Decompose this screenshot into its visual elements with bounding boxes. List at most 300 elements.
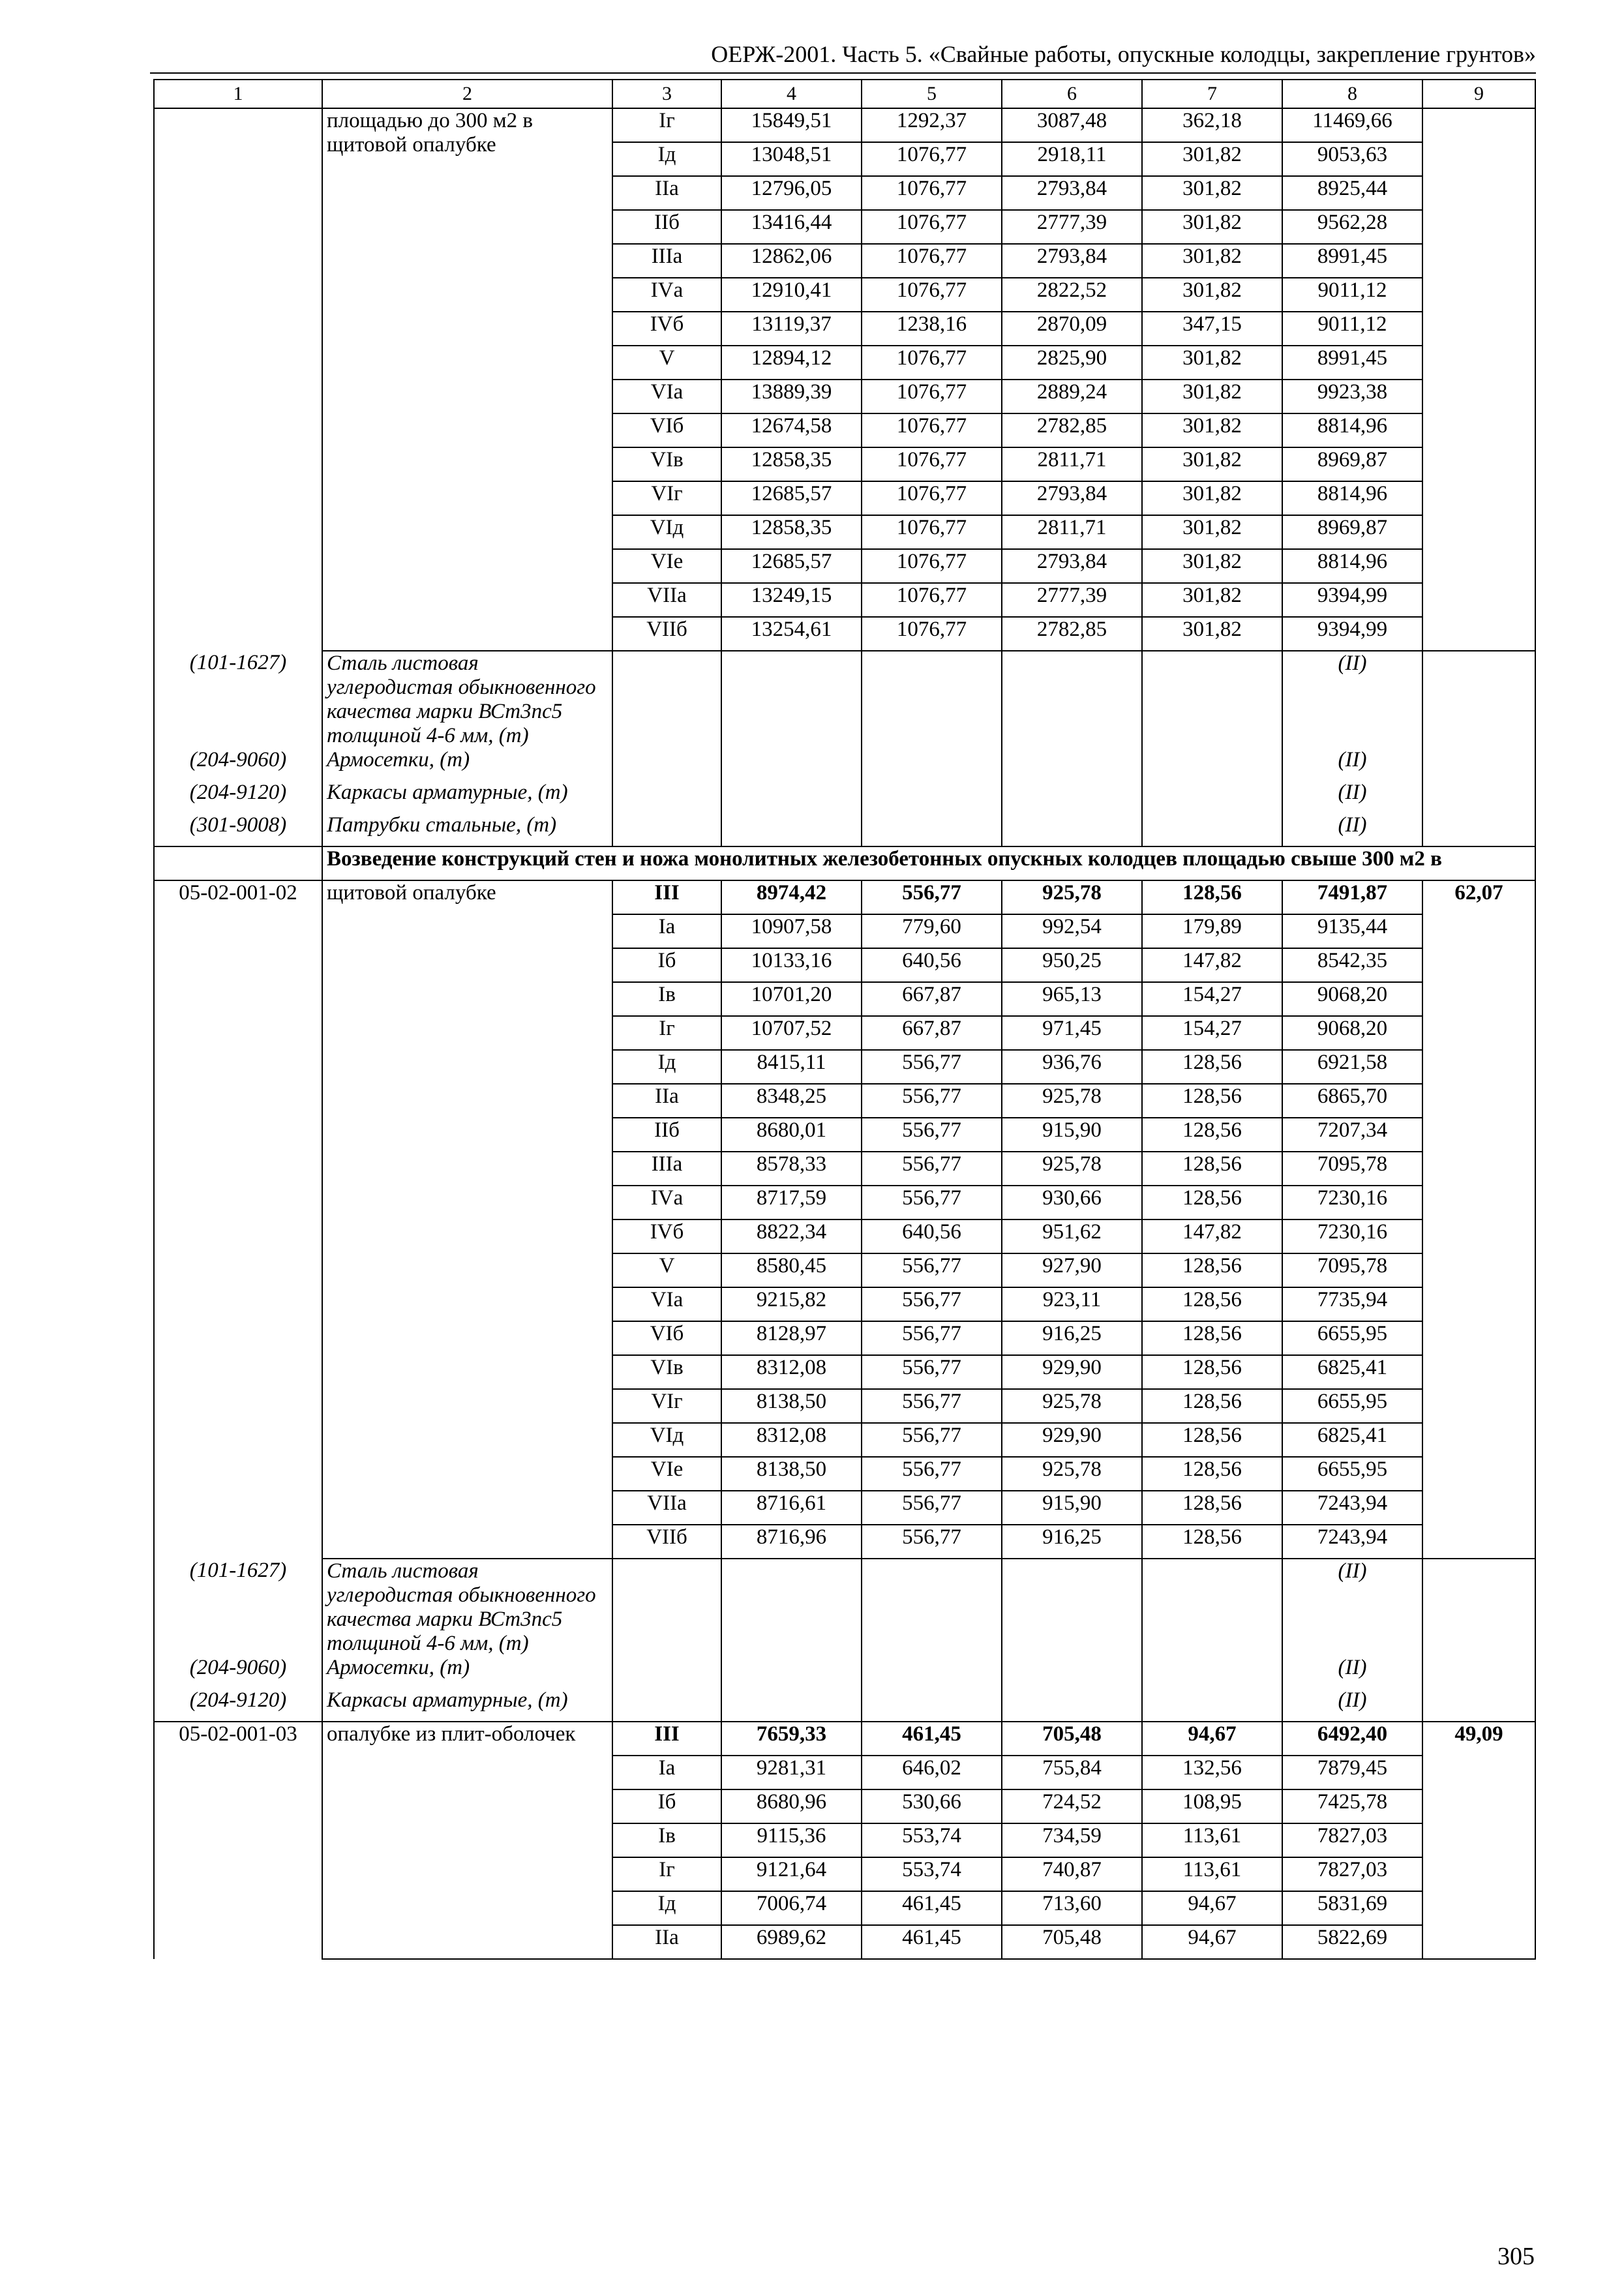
- wages-cost: 1076,77: [862, 481, 1002, 515]
- empty-cell: [721, 651, 862, 748]
- wages-cost: 556,77: [862, 1423, 1002, 1457]
- machine-cost: 925,78: [1002, 1389, 1142, 1423]
- operator-wages: 94,67: [1142, 1891, 1282, 1925]
- column-number: 3: [612, 80, 721, 108]
- zone-cell: Iг: [612, 1016, 721, 1050]
- empty-cell: [862, 1656, 1002, 1688]
- zone-cell: IVб: [612, 312, 721, 346]
- materials-cost: 9068,20: [1282, 1016, 1422, 1050]
- empty-cell: [1422, 1559, 1535, 1656]
- wages-cost: 461,45: [862, 1925, 1002, 1959]
- wages-cost: 461,45: [862, 1891, 1002, 1925]
- machine-cost: 2822,52: [1002, 278, 1142, 312]
- total-cost: 12796,05: [721, 176, 862, 210]
- machine-cost: 2811,71: [1002, 447, 1142, 481]
- column-number: 5: [862, 80, 1002, 108]
- empty-cell: [612, 1559, 721, 1656]
- machine-cost: 724,52: [1002, 1789, 1142, 1823]
- empty-cell: [1422, 781, 1535, 813]
- column-number: 9: [1422, 80, 1535, 108]
- material-class: (II): [1282, 748, 1422, 781]
- total-cost: 6989,62: [721, 1925, 862, 1959]
- total-cost: 8138,50: [721, 1389, 862, 1423]
- operator-wages: 301,82: [1142, 481, 1282, 515]
- machine-cost: 740,87: [1002, 1857, 1142, 1891]
- operator-wages: 128,56: [1142, 1525, 1282, 1559]
- price-table: [153, 79, 1536, 1960]
- operator-wages: 301,82: [1142, 413, 1282, 447]
- wages-cost: 556,77: [862, 1355, 1002, 1389]
- empty-cell: [612, 813, 721, 846]
- machine-cost: 705,48: [1002, 1925, 1142, 1959]
- total-cost: 9281,31: [721, 1756, 862, 1789]
- operator-wages: 301,82: [1142, 617, 1282, 651]
- wages-cost: 640,56: [862, 948, 1002, 982]
- wages-cost: 556,77: [862, 1389, 1002, 1423]
- material-class: (II): [1282, 1559, 1422, 1656]
- operator-wages: 128,56: [1142, 1253, 1282, 1287]
- empty-cell: [1002, 651, 1142, 748]
- empty-cell: [1142, 748, 1282, 781]
- operator-wages: 128,56: [1142, 1118, 1282, 1152]
- machine-cost: 930,66: [1002, 1186, 1142, 1219]
- total-cost: 8680,01: [721, 1118, 862, 1152]
- empty-cell: [1142, 1688, 1282, 1722]
- empty-cell: [862, 1688, 1002, 1722]
- total-cost: 12685,57: [721, 481, 862, 515]
- empty-cell: [1142, 1559, 1282, 1656]
- zone-cell: VIб: [612, 413, 721, 447]
- machine-cost: 915,90: [1002, 1491, 1142, 1525]
- machine-cost: 2870,09: [1002, 312, 1142, 346]
- material-code: (204-9060): [154, 1656, 322, 1688]
- materials-cost: 7735,94: [1282, 1287, 1422, 1321]
- zone-rate-row: [154, 108, 1535, 142]
- materials-cost: 7230,16: [1282, 1186, 1422, 1219]
- machine-cost: 2918,11: [1002, 142, 1142, 176]
- machine-cost: 755,84: [1002, 1756, 1142, 1789]
- operator-wages: 301,82: [1142, 515, 1282, 549]
- wages-cost: 556,77: [862, 1253, 1002, 1287]
- materials-cost: 6921,58: [1282, 1050, 1422, 1084]
- zone-cell: Iа: [612, 1756, 721, 1789]
- wages-cost: 667,87: [862, 982, 1002, 1016]
- zone-cell: VIIб: [612, 617, 721, 651]
- wages-cost: 1076,77: [862, 447, 1002, 481]
- column-number: 7: [1142, 80, 1282, 108]
- operator-wages: 113,61: [1142, 1857, 1282, 1891]
- operator-wages: 362,18: [1142, 108, 1282, 142]
- rate-code: 05-02-001-03: [154, 1722, 322, 1959]
- materials-cost: 6655,95: [1282, 1389, 1422, 1423]
- materials-cost: 6655,95: [1282, 1321, 1422, 1355]
- empty-cell: [1002, 1559, 1142, 1656]
- total-cost: 12685,57: [721, 549, 862, 583]
- materials-cost: 7243,94: [1282, 1491, 1422, 1525]
- machine-cost: 2793,84: [1002, 244, 1142, 278]
- empty-cell: [862, 651, 1002, 748]
- wages-cost: 1076,77: [862, 549, 1002, 583]
- wages-cost: 1076,77: [862, 617, 1002, 651]
- material-class: (II): [1282, 1656, 1422, 1688]
- zone-cell: Iд: [612, 142, 721, 176]
- operator-wages: 128,56: [1142, 1457, 1282, 1491]
- zone-cell: Iд: [612, 1891, 721, 1925]
- machine-cost: 705,48: [1002, 1722, 1142, 1756]
- zone-cell: V: [612, 346, 721, 380]
- material-name: Сталь листовая углеродистая обыкновенного качества марки ВСт3пс5 толщиной 4-6 мм, (т): [322, 1559, 612, 1656]
- zone-cell: VIIб: [612, 1525, 721, 1559]
- operator-wages: 128,56: [1142, 1389, 1282, 1423]
- materials-cost: 9053,63: [1282, 142, 1422, 176]
- zone-cell: IIIа: [612, 244, 721, 278]
- material-row: [154, 1559, 1535, 1656]
- total-cost: 8348,25: [721, 1084, 862, 1118]
- machine-cost: 2777,39: [1002, 583, 1142, 617]
- materials-cost: 7425,78: [1282, 1789, 1422, 1823]
- wages-cost: 1076,77: [862, 346, 1002, 380]
- total-cost: 8680,96: [721, 1789, 862, 1823]
- machine-cost: 936,76: [1002, 1050, 1142, 1084]
- materials-cost: 7491,87: [1282, 880, 1422, 914]
- empty-cell: [1422, 1688, 1535, 1722]
- materials-cost: 6825,41: [1282, 1423, 1422, 1457]
- operator-wages: 301,82: [1142, 210, 1282, 244]
- total-cost: 13254,61: [721, 617, 862, 651]
- operator-wages: 113,61: [1142, 1823, 1282, 1857]
- empty-cell: [862, 781, 1002, 813]
- material-code: (204-9120): [154, 781, 322, 813]
- wages-cost: 556,77: [862, 1186, 1002, 1219]
- empty-cell: [1002, 1656, 1142, 1688]
- operator-wages: 128,56: [1142, 1321, 1282, 1355]
- operator-wages: 132,56: [1142, 1756, 1282, 1789]
- zone-cell: IIб: [612, 210, 721, 244]
- operator-wages: 301,82: [1142, 583, 1282, 617]
- wages-cost: 556,77: [862, 1321, 1002, 1355]
- material-name: Армосетки, (т): [322, 1656, 612, 1688]
- empty-cell: [721, 748, 862, 781]
- total-cost: 8717,59: [721, 1186, 862, 1219]
- zone-cell: VIв: [612, 1355, 721, 1389]
- wages-cost: 1238,16: [862, 312, 1002, 346]
- total-cost: 8822,34: [721, 1219, 862, 1253]
- empty-cell: [721, 1688, 862, 1722]
- total-cost: 10907,58: [721, 914, 862, 948]
- material-name: Каркасы арматурные, (т): [322, 781, 612, 813]
- materials-cost: 9394,99: [1282, 583, 1422, 617]
- zone-cell: VIе: [612, 1457, 721, 1491]
- machine-cost: 925,78: [1002, 880, 1142, 914]
- wages-cost: 553,74: [862, 1823, 1002, 1857]
- zone-cell: IVа: [612, 1186, 721, 1219]
- materials-cost: 8991,45: [1282, 244, 1422, 278]
- operator-wages: 94,67: [1142, 1925, 1282, 1959]
- wages-cost: 1076,77: [862, 176, 1002, 210]
- machine-cost: 3087,48: [1002, 108, 1142, 142]
- total-cost: 8580,45: [721, 1253, 862, 1287]
- materials-cost: 8814,96: [1282, 413, 1422, 447]
- operator-wages: 301,82: [1142, 447, 1282, 481]
- wages-cost: 556,77: [862, 1287, 1002, 1321]
- zone-cell: VIд: [612, 1423, 721, 1457]
- machine-cost: 951,62: [1002, 1219, 1142, 1253]
- materials-cost: 8969,87: [1282, 515, 1422, 549]
- zone-cell: VIд: [612, 515, 721, 549]
- machine-cost: 915,90: [1002, 1118, 1142, 1152]
- zone-cell: Iд: [612, 1050, 721, 1084]
- wages-cost: 1076,77: [862, 515, 1002, 549]
- material-class: (II): [1282, 1688, 1422, 1722]
- total-cost: 12894,12: [721, 346, 862, 380]
- empty-cell: [862, 748, 1002, 781]
- operator-wages: 128,56: [1142, 1287, 1282, 1321]
- operator-wages: 128,56: [1142, 1491, 1282, 1525]
- operator-wages: 301,82: [1142, 380, 1282, 413]
- materials-cost: 9011,12: [1282, 312, 1422, 346]
- operator-wages: 301,82: [1142, 142, 1282, 176]
- wages-cost: 1076,77: [862, 413, 1002, 447]
- machine-cost: 2793,84: [1002, 481, 1142, 515]
- machine-cost: 923,11: [1002, 1287, 1142, 1321]
- material-row: [154, 781, 1535, 813]
- empty-cell: [721, 781, 862, 813]
- empty-cell: [612, 748, 721, 781]
- zone-cell: IIIа: [612, 1152, 721, 1186]
- zone-cell: Iв: [612, 982, 721, 1016]
- total-cost: 10133,16: [721, 948, 862, 982]
- material-row: [154, 813, 1535, 846]
- rate-code: [154, 108, 322, 651]
- total-cost: 12674,58: [721, 413, 862, 447]
- main-rate-row: [154, 1722, 1535, 1756]
- total-cost: 9121,64: [721, 1857, 862, 1891]
- machine-cost: 992,54: [1002, 914, 1142, 948]
- machine-cost: 925,78: [1002, 1457, 1142, 1491]
- empty-cell: [1142, 781, 1282, 813]
- wages-cost: 1076,77: [862, 210, 1002, 244]
- materials-cost: 8925,44: [1282, 176, 1422, 210]
- column-number-row: [154, 80, 1535, 108]
- empty-cell: [721, 1656, 862, 1688]
- materials-cost: 7879,45: [1282, 1756, 1422, 1789]
- zone-cell: Iг: [612, 1857, 721, 1891]
- materials-cost: 6825,41: [1282, 1355, 1422, 1389]
- empty-cell: [1142, 651, 1282, 748]
- wages-cost: 556,77: [862, 1050, 1002, 1084]
- machine-cost: 916,25: [1002, 1525, 1142, 1559]
- empty-cell: [1002, 748, 1142, 781]
- zone-cell: VIб: [612, 1321, 721, 1355]
- total-cost: 12862,06: [721, 244, 862, 278]
- total-cost: 9215,82: [721, 1287, 862, 1321]
- material-code: (101-1627): [154, 651, 322, 748]
- wages-cost: 779,60: [862, 914, 1002, 948]
- zone-cell: III: [612, 1722, 721, 1756]
- materials-cost: 7230,16: [1282, 1219, 1422, 1253]
- empty-cell: [1422, 1656, 1535, 1688]
- labor-cost: 49,09: [1422, 1722, 1535, 1959]
- wages-cost: 1076,77: [862, 583, 1002, 617]
- machine-cost: 713,60: [1002, 1891, 1142, 1925]
- wages-cost: 556,77: [862, 1118, 1002, 1152]
- material-row: [154, 1656, 1535, 1688]
- empty-cell: [1422, 651, 1535, 748]
- total-cost: 13889,39: [721, 380, 862, 413]
- empty-cell: [1422, 748, 1535, 781]
- total-cost: 8578,33: [721, 1152, 862, 1186]
- operator-wages: 301,82: [1142, 346, 1282, 380]
- labor-cost: 62,07: [1422, 880, 1535, 1559]
- wages-cost: 556,77: [862, 1152, 1002, 1186]
- material-name: Армосетки, (т): [322, 748, 612, 781]
- column-number: 8: [1282, 80, 1422, 108]
- machine-cost: 925,78: [1002, 1152, 1142, 1186]
- empty-cell: [721, 1559, 862, 1656]
- zone-cell: IVа: [612, 278, 721, 312]
- total-cost: 10701,20: [721, 982, 862, 1016]
- materials-cost: 7827,03: [1282, 1823, 1422, 1857]
- total-cost: 8312,08: [721, 1423, 862, 1457]
- total-cost: 9115,36: [721, 1823, 862, 1857]
- empty-cell: [862, 813, 1002, 846]
- operator-wages: 128,56: [1142, 1186, 1282, 1219]
- total-cost: 8138,50: [721, 1457, 862, 1491]
- machine-cost: 971,45: [1002, 1016, 1142, 1050]
- materials-cost: 8814,96: [1282, 481, 1422, 515]
- work-description: опалубке из плит-оболочек: [322, 1722, 612, 1959]
- material-class: (II): [1282, 813, 1422, 846]
- machine-cost: 950,25: [1002, 948, 1142, 982]
- wages-cost: 556,77: [862, 1084, 1002, 1118]
- zone-cell: IVб: [612, 1219, 721, 1253]
- operator-wages: 128,56: [1142, 1423, 1282, 1457]
- zone-cell: VIIа: [612, 583, 721, 617]
- operator-wages: 147,82: [1142, 948, 1282, 982]
- rate-code: 05-02-001-02: [154, 880, 322, 1559]
- wages-cost: 1076,77: [862, 278, 1002, 312]
- zone-cell: VIIа: [612, 1491, 721, 1525]
- materials-cost: 6655,95: [1282, 1457, 1422, 1491]
- total-cost: 13048,51: [721, 142, 862, 176]
- operator-wages: 179,89: [1142, 914, 1282, 948]
- operator-wages: 301,82: [1142, 278, 1282, 312]
- wages-cost: 553,74: [862, 1857, 1002, 1891]
- total-cost: 8716,61: [721, 1491, 862, 1525]
- operator-wages: 154,27: [1142, 1016, 1282, 1050]
- wages-cost: 461,45: [862, 1722, 1002, 1756]
- empty-cell: [612, 1688, 721, 1722]
- materials-cost: 7207,34: [1282, 1118, 1422, 1152]
- total-cost: 8415,11: [721, 1050, 862, 1084]
- empty-cell: [1002, 781, 1142, 813]
- materials-cost: 8542,35: [1282, 948, 1422, 982]
- total-cost: 8716,96: [721, 1525, 862, 1559]
- operator-wages: 128,56: [1142, 1355, 1282, 1389]
- zone-cell: VIа: [612, 380, 721, 413]
- machine-cost: 2889,24: [1002, 380, 1142, 413]
- materials-cost: 7095,78: [1282, 1253, 1422, 1287]
- zone-cell: Iв: [612, 1823, 721, 1857]
- zone-cell: VIг: [612, 1389, 721, 1423]
- operator-wages: 347,15: [1142, 312, 1282, 346]
- operator-wages: 128,56: [1142, 1050, 1282, 1084]
- column-number: 4: [721, 80, 862, 108]
- materials-cost: 8814,96: [1282, 549, 1422, 583]
- operator-wages: 301,82: [1142, 244, 1282, 278]
- material-row: [154, 748, 1535, 781]
- zone-cell: VIв: [612, 447, 721, 481]
- column-number: 2: [322, 80, 612, 108]
- machine-cost: 2793,84: [1002, 549, 1142, 583]
- materials-cost: 8969,87: [1282, 447, 1422, 481]
- operator-wages: 301,82: [1142, 176, 1282, 210]
- total-cost: 12858,35: [721, 515, 862, 549]
- wages-cost: 556,77: [862, 1457, 1002, 1491]
- materials-cost: 5822,69: [1282, 1925, 1422, 1959]
- empty-cell: [612, 651, 721, 748]
- machine-cost: 929,90: [1002, 1355, 1142, 1389]
- zone-cell: Iа: [612, 914, 721, 948]
- materials-cost: 7095,78: [1282, 1152, 1422, 1186]
- material-name: Каркасы арматурные, (т): [322, 1688, 612, 1722]
- materials-cost: 9923,38: [1282, 380, 1422, 413]
- operator-wages: 128,56: [1142, 880, 1282, 914]
- zone-cell: IIа: [612, 176, 721, 210]
- total-cost: 7659,33: [721, 1722, 862, 1756]
- zone-cell: Iб: [612, 948, 721, 982]
- zone-cell: IIб: [612, 1118, 721, 1152]
- machine-cost: 2782,85: [1002, 617, 1142, 651]
- materials-cost: 9068,20: [1282, 982, 1422, 1016]
- materials-cost: 6865,70: [1282, 1084, 1422, 1118]
- material-code: (204-9120): [154, 1688, 322, 1722]
- machine-cost: 2825,90: [1002, 346, 1142, 380]
- page-number: 305: [1497, 2243, 1535, 2270]
- machine-cost: 927,90: [1002, 1253, 1142, 1287]
- wages-cost: 556,77: [862, 1525, 1002, 1559]
- column-number: 6: [1002, 80, 1142, 108]
- materials-cost: 9135,44: [1282, 914, 1422, 948]
- material-name: Патрубки стальные, (т): [322, 813, 612, 846]
- wages-cost: 1076,77: [862, 142, 1002, 176]
- material-class: (II): [1282, 781, 1422, 813]
- material-name: Сталь листовая углеродистая обыкновенного качества марки ВСт3пс5 толщиной 4-6 мм, (т): [322, 651, 612, 748]
- empty-cell: [1002, 1688, 1142, 1722]
- operator-wages: 147,82: [1142, 1219, 1282, 1253]
- machine-cost: 2793,84: [1002, 176, 1142, 210]
- total-cost: 8974,42: [721, 880, 862, 914]
- total-cost: 12858,35: [721, 447, 862, 481]
- wages-cost: 1076,77: [862, 244, 1002, 278]
- empty-cell: [612, 781, 721, 813]
- main-rate-row: [154, 880, 1535, 914]
- wages-cost: 556,77: [862, 880, 1002, 914]
- operator-wages: 108,95: [1142, 1789, 1282, 1823]
- total-cost: 8128,97: [721, 1321, 862, 1355]
- wages-cost: 640,56: [862, 1219, 1002, 1253]
- material-row: [154, 1688, 1535, 1722]
- operator-wages: 301,82: [1142, 549, 1282, 583]
- section-heading-row: [154, 846, 1535, 880]
- section-title: Возведение конструкций стен и ножа монолитных железобетонных опускных колодцев площадью свыше 300 м2 в: [322, 846, 1535, 880]
- zone-cell: III: [612, 880, 721, 914]
- zone-cell: IIа: [612, 1084, 721, 1118]
- zone-cell: VIе: [612, 549, 721, 583]
- zone-cell: Iг: [612, 108, 721, 142]
- material-class: (II): [1282, 651, 1422, 748]
- materials-cost: 6492,40: [1282, 1722, 1422, 1756]
